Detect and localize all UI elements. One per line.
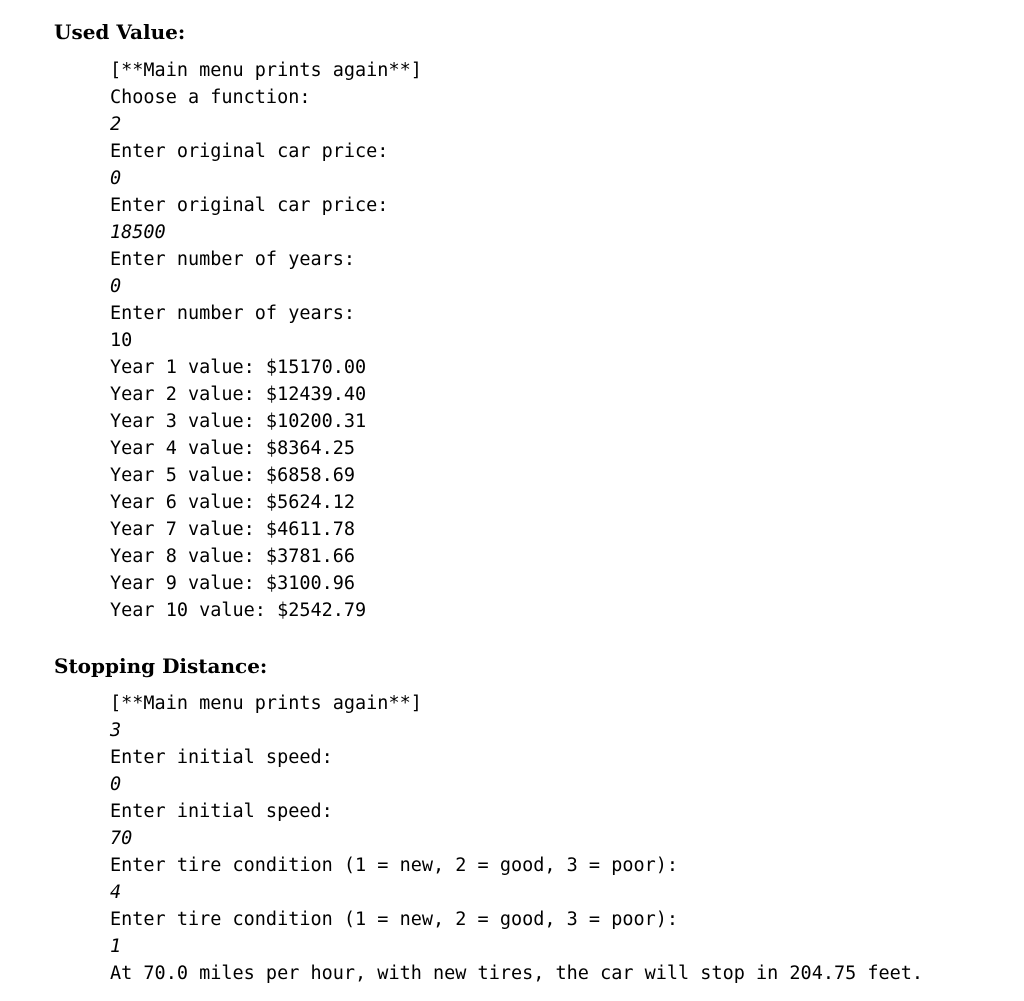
stopping-distance-heading: Stopping Distance: [54,654,268,678]
console-output-line: Year 1 value: $15170.00 [110,357,367,378]
console-user-input: 3 [110,720,122,741]
console-output-line: Enter original car price: [110,195,389,216]
used-value-heading: Used Value: [54,20,186,44]
console-output-line: Enter number of years: [110,303,356,324]
console-output-line: Year 8 value: $3781.66 [110,546,356,567]
used-value-console-output [110,57,422,624]
console-user-input: 1 [110,936,122,957]
console-output-line: Year 7 value: $4611.78 [110,519,356,540]
console-output-line: Enter tire condition (1 = new, 2 = good, 3 = poor): [110,855,679,876]
console-user-input: 4 [110,882,122,903]
console-output-line: [**Main menu prints again**] [110,693,422,714]
console-output-line: Enter initial speed: [110,747,333,768]
console-output-line: Enter original car price: [110,141,389,162]
console-output-line: Year 3 value: $10200.31 [110,411,367,432]
console-user-input: 18500 [110,222,166,243]
console-output-line: At 70.0 miles per hour, with new tires, the car will stop in 204.75 feet. [110,963,924,984]
console-output-line: Year 4 value: $8364.25 [110,438,356,459]
console-user-input: 70 [110,828,133,849]
console-user-input: 2 [110,114,122,135]
console-output-line: Enter initial speed: [110,801,333,822]
console-user-input: 0 [110,168,122,189]
console-output-line: Year 2 value: $12439.40 [110,384,367,405]
console-output-line: Year 9 value: $3100.96 [110,573,356,594]
stopping-distance-console-output [110,690,923,987]
console-user-input: 0 [110,774,122,795]
console-output-line: Year 10 value: $2542.79 [110,600,367,621]
console-output-line: Enter tire condition (1 = new, 2 = good, 3 = poor): [110,909,679,930]
console-output-line: Year 5 value: $6858.69 [110,465,356,486]
console-user-input: 0 [110,276,122,297]
console-output-line: Choose a function: [110,87,311,108]
console-output-line: Enter number of years: [110,249,356,270]
console-output-line: Year 6 value: $5624.12 [110,492,356,513]
console-output-line: 10 [110,330,133,351]
console-output-line: [**Main menu prints again**] [110,60,422,81]
